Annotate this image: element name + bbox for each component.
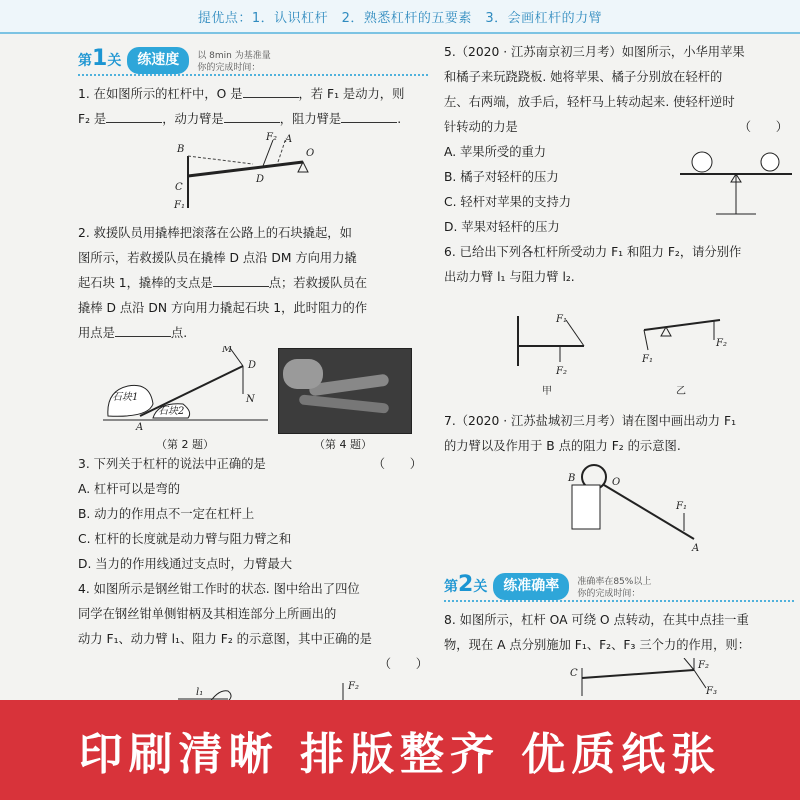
q5-option-d: D. 苹果对轻杆的压力 <box>444 220 560 234</box>
svg-text:F₂: F₂ <box>556 366 567 377</box>
q5-option-c: C. 轻杆对苹果的支持力 <box>444 195 572 209</box>
q2-q4-figures <box>78 346 428 452</box>
svg-text:F₁: F₁ <box>174 200 185 211</box>
answer-blank[interactable] <box>115 324 171 337</box>
svg-text:C: C <box>570 668 578 679</box>
svg-text:甲: 甲 <box>542 386 552 397</box>
q6-levers-figure <box>444 290 794 400</box>
q3-option-d: D. 当力的作用线通过支点时，力臂最大 <box>78 557 293 571</box>
svg-text:F₁: F₁ <box>676 501 687 512</box>
answer-blank[interactable] <box>341 110 397 123</box>
question-5: 5.（2020 · 江苏南京初三月考）如图所示，小华用苹果 和橘子来玩跷跷板. 她将苹果、橘子分别放在轻杆的 左、右两端，放手后，轻杆马上转动起来. 使轻杆逆时 针转动的力是 （ ） A. 苹果所受的重力 B. 橘子对轻杆的压力 C. 轻杆对苹果的支持力 D. 苹果对轻杆的压力 <box>444 40 794 240</box>
section-1-pill: 练速度 <box>127 47 189 74</box>
caption-q2: （第 2 题） <box>156 438 214 451</box>
section-2-note: 准确率在85%以上 你的完成时间： <box>577 577 652 599</box>
q5-seesaw-figure <box>676 144 796 224</box>
q2-crowbar-figure <box>98 346 278 430</box>
left-column <box>78 40 428 716</box>
right-column <box>444 40 794 707</box>
svg-text:F₁: F₁ <box>642 354 653 365</box>
section-1-header <box>78 40 428 76</box>
svg-text:B: B <box>568 473 576 484</box>
q8-lever-figure <box>444 658 794 698</box>
svg-text:F₂: F₂ <box>698 660 709 671</box>
q1-lever-figure <box>78 132 428 212</box>
question-7: 7.（2020 · 江苏盐城初三月考）请在图中画出动力 F₁ 的力臂以及作用于 B 点的阻力 F₂ 的示意图. <box>444 414 737 453</box>
svg-text:C: C <box>175 182 183 193</box>
answer-blank[interactable] <box>243 85 299 98</box>
question-4: 4. 如图所示是钢丝钳工作时的状态. 图中给出了四位 同学在钢丝钳单侧钳柄及其相连部分上所画出的 动力 F₁、动力臂 l₁、阻力 F₂ 的示意图，其中正确的是 （ ） <box>78 582 428 671</box>
svg-text:B: B <box>177 144 185 155</box>
q3-option-b: B. 动力的作用点不一定在杠杆上 <box>78 507 255 521</box>
svg-text:D: D <box>248 360 257 371</box>
svg-text:F₂: F₂ <box>348 681 359 692</box>
svg-text:N: N <box>246 394 255 405</box>
section-2-header <box>444 566 794 602</box>
question-8: 8. 如图所示，杠杆 OA 可绕 O 点转动，在其中点挂一重 物，现在 A 点分别施加 F₁、F₂、F₃ 三个力的作用，则： <box>444 613 750 652</box>
q3-option-c: C. 杠杆的长度就是动力臂与阻力臂之和 <box>78 532 292 546</box>
svg-text:F₂: F₂ <box>716 338 727 349</box>
header-tip-bar <box>0 0 800 34</box>
answer-blank[interactable] <box>224 110 280 123</box>
section-1-number: 第1关 <box>78 46 122 71</box>
question-1: 1. 在如图所示的杠杆中，O 是 ，若 F₁ 是动力，则 F₂ 是 ，动力臂是 ，阻力臂是 . <box>78 87 405 126</box>
promo-banner <box>0 700 800 800</box>
section-1-note: 以 8min 为基准量 你的完成时间： <box>197 51 271 73</box>
question-3: 3. 下列关于杠杆的说法中正确的是 （ ） A. 杠杆可以是弯的 B. 动力的作用点不一定在杠杆上 C. 杠杆的长度就是动力臂与阻力臂之和 D. 当力的作用线通过支点时，力臂最大 <box>78 452 428 577</box>
header-tip: 提优点：1．认识杠杆 2．熟悉杠杆的五要素 3．会画杠杆的力臂 <box>197 10 603 26</box>
svg-text:F₃: F₃ <box>706 686 717 697</box>
answer-parentheses[interactable]: （ ） <box>372 457 422 471</box>
svg-text:A: A <box>692 543 700 554</box>
svg-text:A: A <box>285 134 293 145</box>
svg-text:石块1: 石块1 <box>112 392 139 403</box>
svg-text:M: M <box>222 346 233 355</box>
q3-option-a: A. 杠杆可以是弯的 <box>78 482 181 496</box>
svg-text:F₁: F₁ <box>556 314 567 325</box>
section-2-number: 第2关 <box>444 572 488 597</box>
svg-text:乙: 乙 <box>676 386 686 397</box>
svg-text:O: O <box>612 477 621 488</box>
question-6: 6. 已给出下列各杠杆所受动力 F₁ 和阻力 F₂，请分别作 出动力臂 l₁ 与阻力臂 l₂. <box>444 245 742 284</box>
section-2-pill: 练准确率 <box>493 573 569 600</box>
q7-pump-figure <box>444 459 794 557</box>
q4-pliers-photo <box>278 348 412 434</box>
answer-parentheses[interactable]: （ ） <box>738 120 788 134</box>
answer-blank[interactable] <box>213 274 269 287</box>
question-2: 2. 救援队员用撬棒把滚落在公路上的石块撬起，如 图所示，若救援队员在撬棒 D 点沿 DM 方向用力撬 起石块 1，撬棒的支点是 点；若救援队员在 撬棒 D 点沿 DN 方向用力撬起石块 1，此时阻力的作 用点是 点. <box>78 226 368 340</box>
promo-banner-text: 印刷清晰 排版整齐 优质纸张 <box>78 729 722 780</box>
svg-text:A: A <box>136 422 144 430</box>
svg-text:F₂: F₂ <box>266 132 277 143</box>
q5-option-b: B. 橘子对轻杆的压力 <box>444 170 559 184</box>
svg-text:O: O <box>306 148 315 159</box>
answer-blank[interactable] <box>106 110 162 123</box>
q5-option-a: A. 苹果所受的重力 <box>444 145 547 159</box>
caption-q4: （第 4 题） <box>314 438 372 451</box>
svg-text:l₁: l₁ <box>196 687 204 698</box>
svg-text:D: D <box>256 174 265 185</box>
svg-text:石块2: 石块2 <box>158 406 185 417</box>
answer-parentheses[interactable]: （ ） <box>378 657 428 671</box>
